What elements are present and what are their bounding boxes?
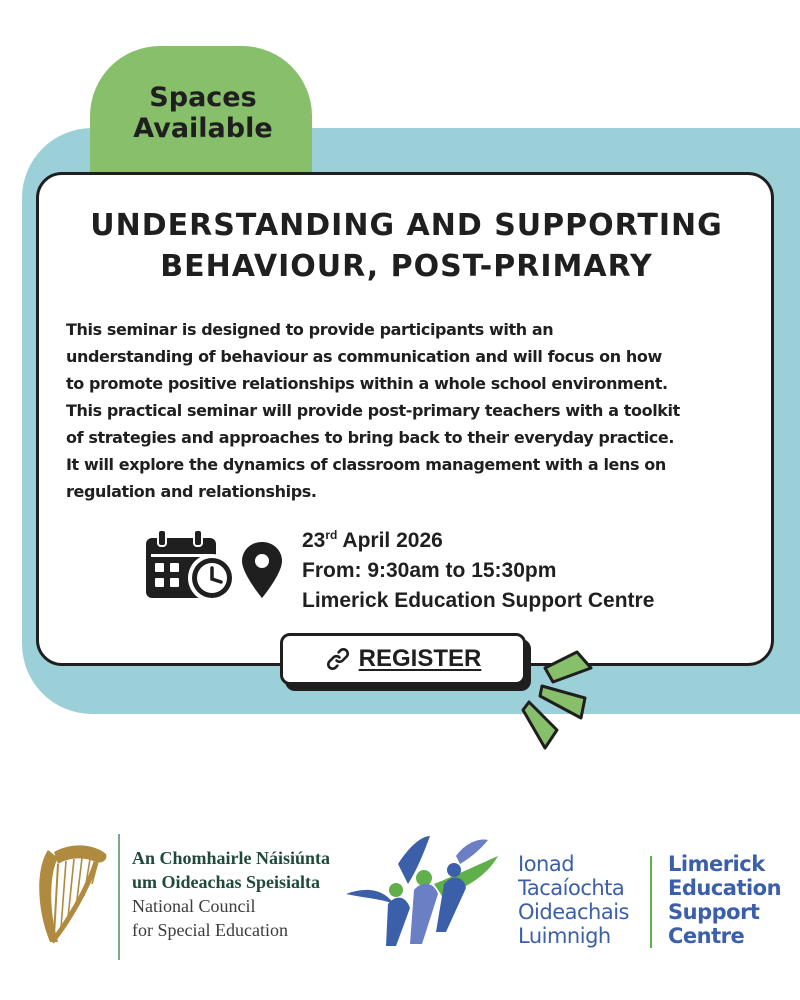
badge-line-1: Spaces xyxy=(149,82,257,113)
lesc-line: Education xyxy=(668,876,782,900)
lesc-line: Limerick xyxy=(668,852,765,876)
event-icons xyxy=(146,530,286,606)
ionad-line: Tacaíochta xyxy=(518,876,625,900)
description-line: This seminar is designed to provide participants with an xyxy=(66,320,554,339)
calendar-clock-icon xyxy=(146,530,236,602)
description-line: regulation and relationships. xyxy=(66,482,317,501)
ionad-line: Oideachais xyxy=(518,900,629,924)
event-venue: Limerick Education Support Centre xyxy=(302,589,655,612)
register-label: REGISTER xyxy=(358,645,482,672)
description-line: understanding of behaviour as communication and will focus on how xyxy=(66,347,662,366)
register-button[interactable] xyxy=(280,633,526,685)
ncse-name xyxy=(132,846,330,942)
description-line: to promote positive relationships within a whole school environment. xyxy=(66,374,668,393)
lesc-name xyxy=(668,852,781,948)
map-pin-icon xyxy=(242,542,282,598)
event-date xyxy=(302,526,654,556)
ncse-english-line-2: for Special Education xyxy=(132,920,288,940)
event-description xyxy=(66,316,766,505)
ncse-english-line-1: National Council xyxy=(132,896,256,916)
title-line-1: UNDERSTANDING AND SUPPORTING xyxy=(90,208,723,243)
harp-logo xyxy=(28,838,112,950)
event-time: From: 9:30am to 15:30pm xyxy=(302,559,557,582)
ncse-irish-line-1: An Chomhairle Náisiúnta xyxy=(132,848,331,868)
footer-divider xyxy=(118,834,120,960)
description-line: of strategies and approaches to bring back to their everyday practice. xyxy=(66,428,675,447)
spaces-available-label xyxy=(90,82,316,144)
page-title xyxy=(36,205,777,287)
description-line: It will explore the dynamics of classroom management with a lens on xyxy=(66,455,666,474)
event-details xyxy=(302,526,654,616)
ncse-irish-line-2: um Oideachas Speisialta xyxy=(132,872,321,892)
ionad-line: Luimnigh xyxy=(518,924,611,948)
title-line-2: BEHAVIOUR, POST-PRIMARY xyxy=(160,249,653,284)
link-icon xyxy=(325,646,351,672)
lesc-line: Centre xyxy=(668,924,745,948)
badge-line-2: Available xyxy=(133,113,273,144)
education-centre-logo xyxy=(338,834,502,950)
ionad-name xyxy=(518,852,629,948)
click-burst-icon xyxy=(515,646,595,756)
lesc-line: Support xyxy=(668,900,760,924)
date-suffix: rd xyxy=(325,528,338,542)
description-line: This practical seminar will provide post-primary teachers with a toolkit xyxy=(66,401,680,420)
date-month-year: April 2026 xyxy=(337,529,443,552)
date-day: 23 xyxy=(302,529,326,552)
ionad-line: Ionad xyxy=(518,852,575,876)
footer-divider xyxy=(650,856,652,948)
